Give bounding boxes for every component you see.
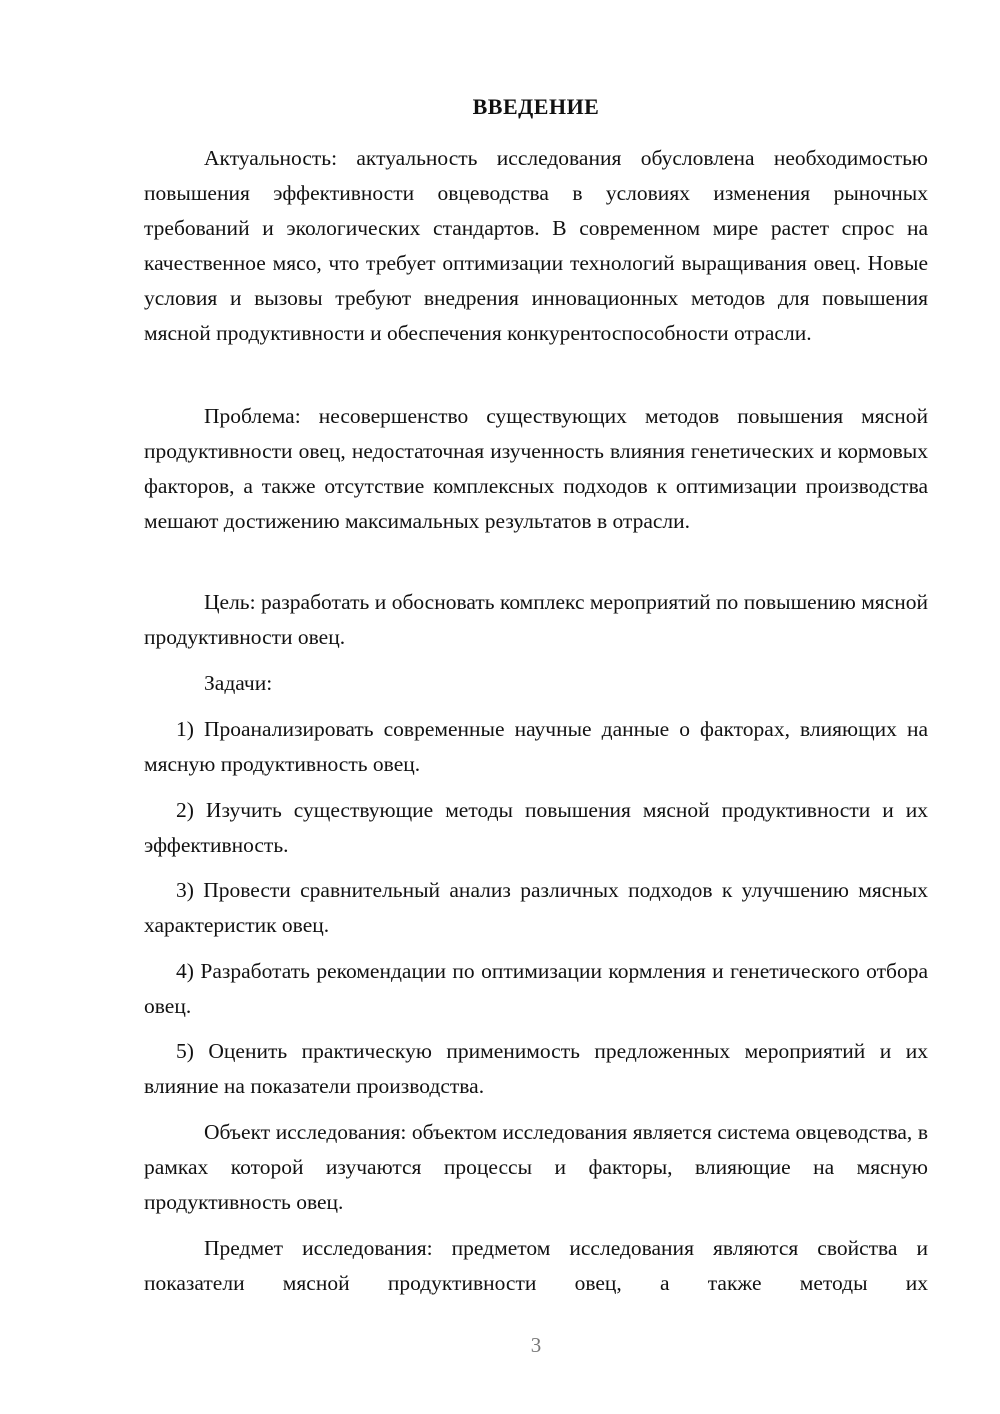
section-heading: ВВЕДЕНИЕ <box>472 94 600 119</box>
task-item-5: 5) Оценить практическую применимость предложенных мероприятий и их влияние на показатели производства. <box>144 1039 928 1098</box>
paragraph-relevance: Актуальность: актуальность исследования обусловлена необходимостью повышения эффективности овцеводства в условиях изменения рыночных требований и экологических стандартов. В современном мире растет спрос на качественное мясо, что требует оптимизации технологий выращивания овец. Новые условия и вызовы требуют внедрения инновационных методов для повышения мясной продуктивности и обеспечения конкурентоспособности отрасли. <box>144 146 928 345</box>
paragraph-goal: Цель: разработать и обосновать комплекс мероприятий по повышению мясной продуктивности овец. <box>144 590 928 649</box>
task-item-2: 2) Изучить существующие методы повышения мясной продуктивности и их эффективность. <box>144 798 928 857</box>
paragraph-object: Объект исследования: объектом исследования является система овцеводства, в рамках которой изучаются процессы и факторы, влияющие на мясную продуктивность овец. <box>144 1120 928 1214</box>
task-item-1: 1) Проанализировать современные научные данные о факторах, влияющих на мясную продуктивность овец. <box>144 717 928 776</box>
task-item-4: 4) Разработать рекомендации по оптимизации кормления и генетического отбора овец. <box>144 959 928 1018</box>
task-item-3: 3) Провести сравнительный анализ различных подходов к улучшению мясных характеристик овец. <box>144 878 928 937</box>
page-number: 3 <box>530 1333 542 1357</box>
paragraph-subject: Предмет исследования: предметом исследования являются свойства и показатели мясной продуктивности овец, а также методы их <box>144 1236 928 1295</box>
paragraph-tasks-heading: Задачи: <box>204 671 273 695</box>
paragraph-problem: Проблема: несовершенство существующих методов повышения мясной продуктивности овец, недостаточная изученность влияния генетических и кормовых факторов, а также отсутствие комплексных подходов к оптимизации производства мешают достижению максимальных результатов в отрасли. <box>144 404 928 533</box>
